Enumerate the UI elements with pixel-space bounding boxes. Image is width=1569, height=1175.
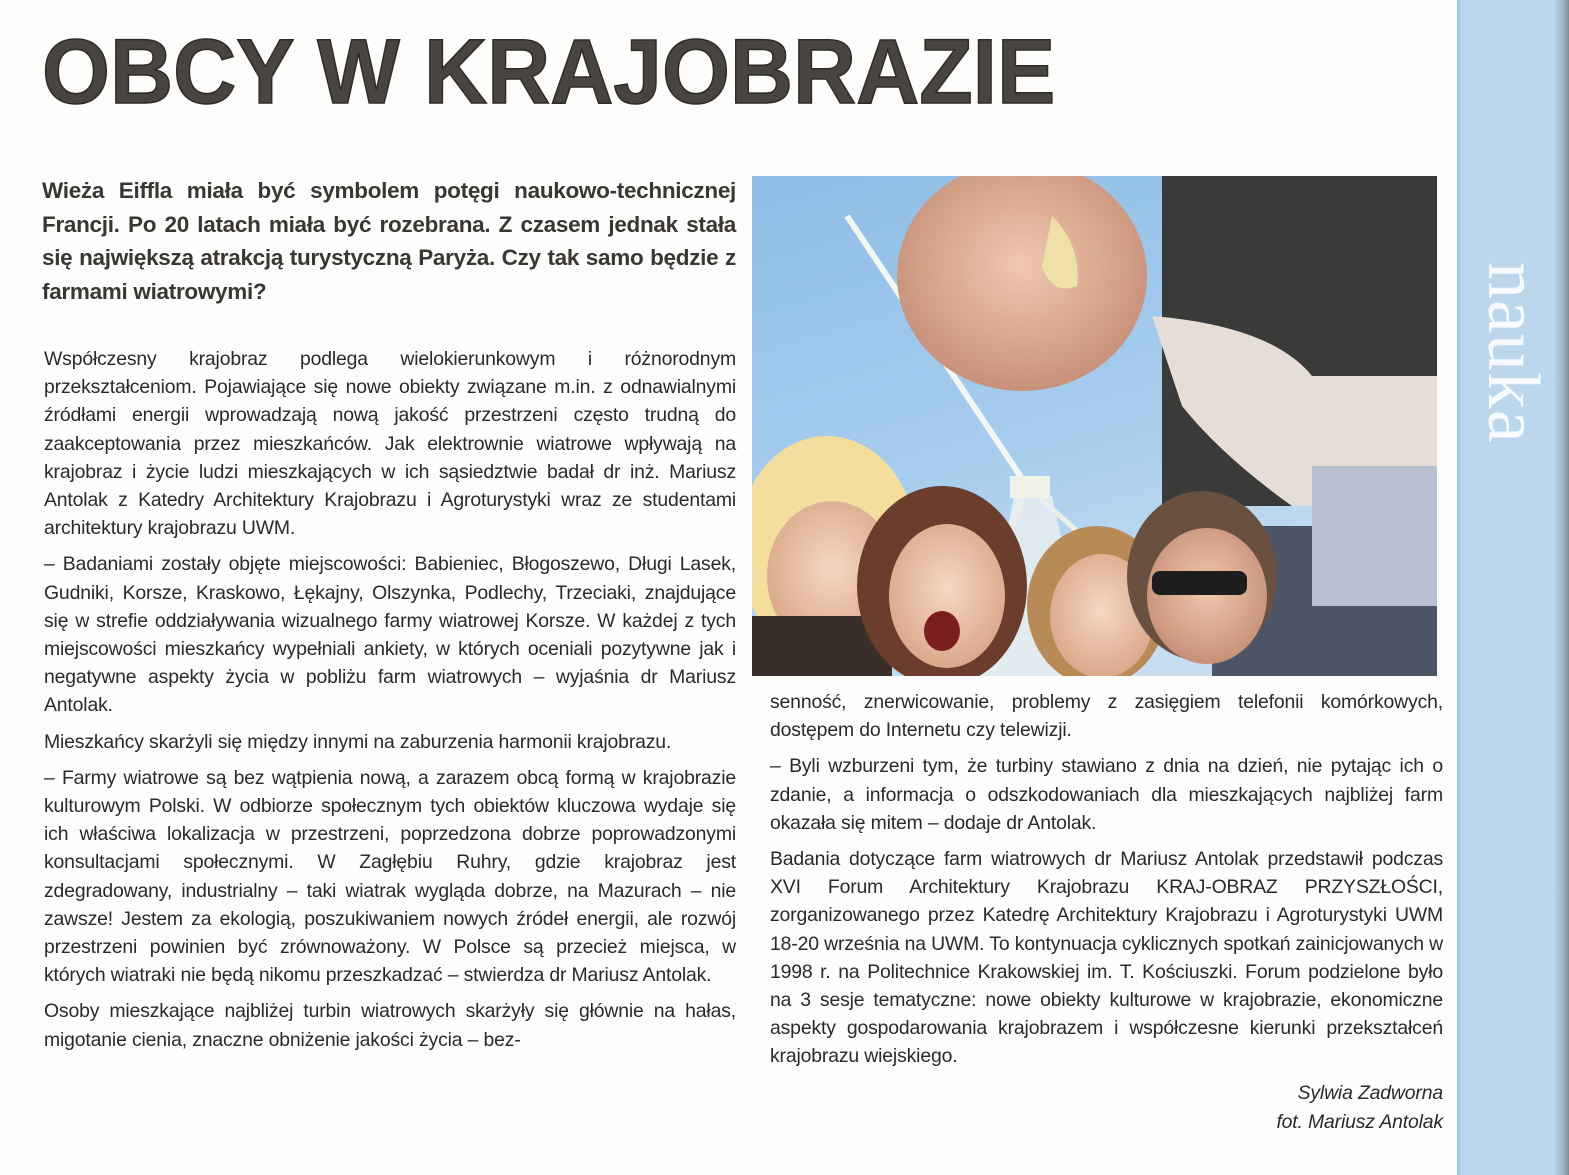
article-title: OBCY W KRAJOBRAZIE [42, 21, 1056, 123]
group-photo-wind-turbine-icon [752, 176, 1437, 676]
paragraph: Współczesny krajobraz podlega wielokierunkowym i różnorodnym przekształceniom. Pojawiające się nowe obiekty związane m.in. z odnawialnymi źródłami energii wprowadzają nową jakość przestrzeni często trudną do zaakceptowania przez mieszkańców. Jak elektrownie wiatrowe wpływają na krajobraz i życie ludzi mieszkających w ich sąsiedztwie badał dr inż. Mariusz Antolak z Katedry Architektury Krajobrazu i Agroturystyki wraz ze studentami architektury krajobrazu UWM. [44, 348, 736, 540]
article-body-right-column [770, 688, 1443, 1137]
paragraph: Mieszkańcy skarżyli się między innymi na zaburzenia harmonii krajobrazu. [44, 730, 672, 753]
section-label: nauka [1472, 262, 1554, 444]
article-lead: Wieża Eiffla miała być symbolem potęgi naukowo-technicznej Francji. Po 20 latach miała być rozebrana. Z czasem jednak stała się największą atrakcją turystyczną Paryża. Czy tak samo będzie z farmami wiatrowymi? [42, 178, 736, 304]
author-credit: Sylwia Zadworna [1297, 1081, 1443, 1104]
photo-credit: fot. Mariusz Antolak [1276, 1110, 1443, 1133]
paragraph: senność, znerwicowanie, problemy z zasięgiem telefonii komórkowych, dostępem do Internetu czy telewizji. [770, 691, 1443, 742]
section-band-edge [1457, 0, 1460, 1175]
paragraph: Osoby mieszkające najbliżej turbin wiatrowych skarżyły się głównie na hałas, migotanie cienia, znaczne obniżenie jakości życia – bez- [44, 1000, 736, 1051]
paragraph: – Badaniami zostały objęte miejscowości: Babieniec, Błogoszewo, Długi Lasek, Gudniki, Korsze, Kraskowo, Łękajny, Olszynka, Podlechy, Trzeciaki, znajdujące się w strefie oddziaływania wizualnego farmy wiatrowej Korsze. W każdej z tych miejscowości mieszkańcy wypełniali ankiety, w których oceniali pozytywne jak i negatywne aspekty życia w pobliżu farm wiatrowych – wyjaśnia dr Mariusz Antolak. [44, 553, 736, 717]
paragraph: Badania dotyczące farm wiatrowych dr Mariusz Antolak przedstawił podczas XVI Forum Architektury Krajobrazu KRAJ-OBRAZ PRZYSZŁOŚCI, zorganizowanego przez Katedrę Architektury Krajobrazu i Agroturystyki UWM 18-20 września na UWM. To kontynuacja cyklicznych spotkań zainicjowanych w 1998 r. na Politechnice Krakowskiej im. T. Kościuszki. Forum podzielone było na 3 sesje tematyczne: nowe obiekty kulturowe w krajobrazie, ekonomiczne aspekty gospodarowania krajobrazem i współczesne kierunki przekształceń krajobrazu wiejskiego. [770, 848, 1443, 1068]
section-band [1457, 0, 1569, 1175]
article-photo [752, 176, 1437, 676]
page-edge [1555, 0, 1569, 1175]
article-body-left-column [44, 345, 736, 1062]
paragraph: – Farmy wiatrowe są bez wątpienia nową, a zarazem obcą formą w krajobrazie kulturowym Polski. W odbiorze społecznym tych obiektów kluczowa wydaje się ich właściwa lokalizacja w przestrzeni, poprzedzona dobrze poprowadzonymi konsultacjami społecznymi. W Zagłębiu Ruhry, gdzie krajobraz jest zdegradowany, industrialny – taki wiatrak wygląda dobrze, na Mazurach – nie zawsze! Jestem za ekologią, poszukiwaniem nowych źródeł energii, ale rozwój przestrzeni powinien być zrównoważony. W Polsce są przecież miejsca, w których wiatraki nie będą nikomu przeszkadzać – stwierdza dr Mariusz Antolak. [44, 766, 736, 987]
paragraph: – Byli wzburzeni tym, że turbiny stawiano z dnia na dzień, nie pytając ich o zdanie, a informacja o odszkodowaniach dla mieszkających najbliżej farm okazała się mitem – dodaje dr Antolak. [770, 755, 1443, 834]
